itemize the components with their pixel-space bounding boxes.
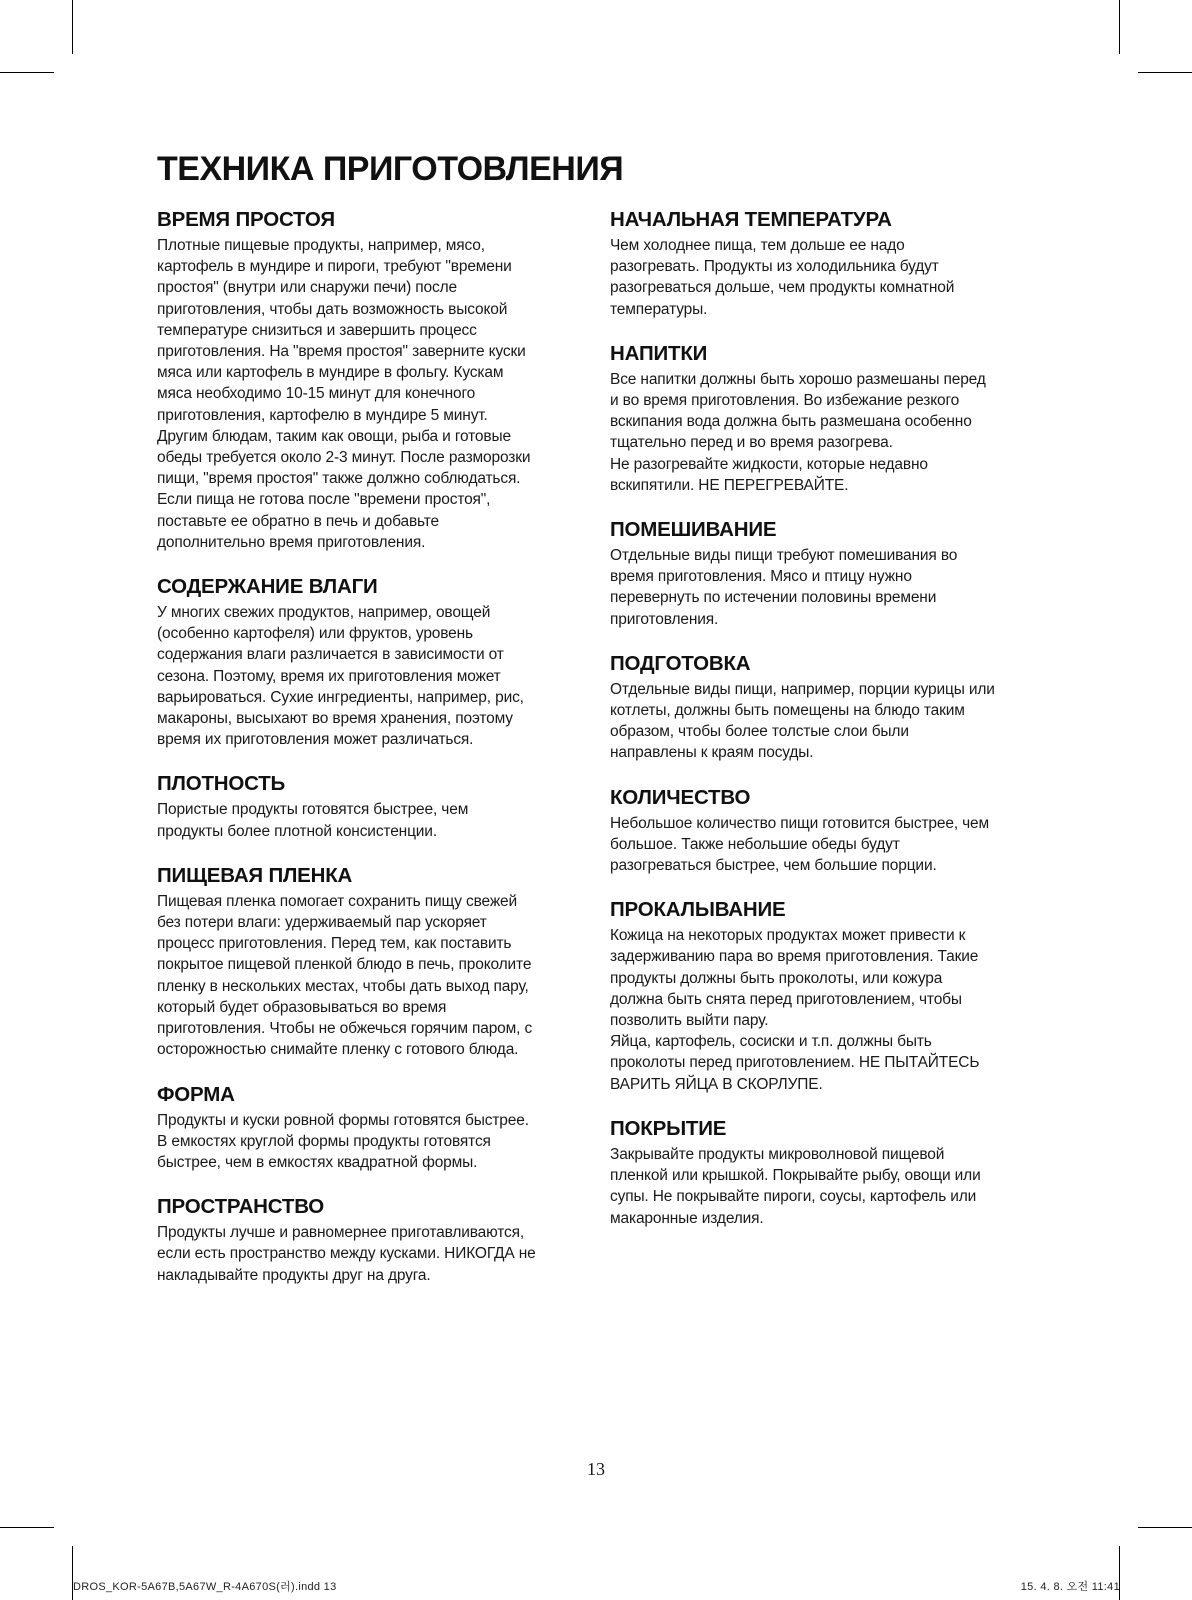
section-text: Продукты лучше и равномернее приготавливаются, если есть пространство между кусками. НИКОГДА не накладывайте продукты друг на друга. bbox=[157, 1224, 536, 1284]
section-heading: НАПИТКИ bbox=[610, 341, 708, 365]
section-covering bbox=[610, 1117, 1040, 1229]
section-text: Закрывайте продукты микроволновой пищевой пленкой или крышкой. Покрывайте рыбу, овощи или супы. Не покрывайте пироги, соусы, картофель или макаронные изделия. bbox=[610, 1145, 981, 1227]
section-heading: ПОМЕШИВАНИЕ bbox=[610, 518, 777, 542]
section-text: Пищевая пленка помогает сохранить пищу свежей без потери влаги: удерживаемый пар ускоряет процесс приготовления. Перед тем, как поставить покрытое пищевой пленкой блюдо в печь, проколите пленку в нескольких местах, чтобы дать выход пару, который будет образовываться во время приготовления. Чтобы не обжечься горячим паром, с осторожностью снимайте пленку с готового блюда. bbox=[157, 892, 533, 1059]
page-number: 13 bbox=[587, 1459, 605, 1479]
section-text: Продукты и куски ровной формы готовятся быстрее. В емкостях круглой формы продукты готовятся быстрее, чем в емкостях квадратной формы. bbox=[157, 1111, 529, 1171]
section-beverages bbox=[610, 342, 1040, 496]
section-quantity bbox=[610, 786, 1040, 877]
section-moisture bbox=[157, 575, 577, 750]
crop-mark bbox=[0, 72, 54, 73]
section-heading: ПРОКАЛЫВАНИЕ bbox=[610, 898, 786, 922]
section-text: Плотные пищевые продукты, например, мясо, картофель в мундире и пироги, требуют "времени простоя" (внутри или снаружи печи) после приготовления, чтобы дать возможность высокой температуре снизиться и завершить процесс приготовления. На "время простоя" заверните куски мяса или картофель в мундире в фольгу. Кускам мяса необходимо 10-15 минут для конечного приготовления, картофелю в мундире 5 минут. Другим блюдам, таким как овощи, рыба и готовые обеды требуется около 2-3 минут. После разморозки пищи, "время простоя" также должно соблюдаться. Если пища не готова после "времени простоя", поставьте ее обратно в печь и добавьте дополнительно время приготовления. bbox=[157, 237, 531, 551]
footer-file-label: DROS_KOR-5A67B,5A67W_R-4A670S(러).indd 13 bbox=[73, 1581, 337, 1593]
section-piercing bbox=[610, 898, 1040, 1095]
section-heading: ПИЩЕВАЯ ПЛЕНКА bbox=[157, 863, 353, 887]
right-column bbox=[610, 208, 1040, 1251]
section-heading: ПЛОТНОСТЬ bbox=[157, 772, 286, 796]
section-heading: ВРЕМЯ ПРОСТОЯ bbox=[157, 208, 335, 231]
section-text: Небольшое количество пищи готовится быстрее, чем большое. Также небольшие обеды будут разогреваться быстрее, чем большие порции. bbox=[610, 814, 990, 875]
section-food-wrap bbox=[157, 864, 577, 1061]
footer-date-label: 15. 4. 8. 오전 11:41 bbox=[1020, 1581, 1120, 1593]
section-heading: ПРОСТРАНСТВО bbox=[157, 1195, 325, 1219]
section-standing-time bbox=[157, 208, 577, 553]
section-heading: ПОДГОТОВКА bbox=[610, 651, 751, 675]
section-text: Пористые продукты готовятся быстрее, чем продукты более плотной консистенции. bbox=[157, 801, 469, 840]
section-density bbox=[157, 772, 577, 841]
crop-mark bbox=[1138, 72, 1192, 73]
section-text: Кожица на некоторых продуктах может привести к задерживанию пара во время приготовления. Такие продукты должны быть проколоты, или кожура должна быть снята перед приготовлением, чтобы позволить выйти пару. Яйца, картофель, сосиски и т.п. должны быть проколоты перед приготовлением. НЕ ПЫТАЙТЕСЬ ВАРИТЬ ЯЙЦА В СКОРЛУПЕ. bbox=[610, 927, 980, 1093]
section-text: У многих свежих продуктов, например, овощей (особенно картофеля) или фруктов, уровень содержания влаги различается в зависимости от сезона. Поэтому, время их приготовления может варьироваться. Сухие ингредиенты, например, рис, макароны, высыхают во время хранения, поэтому время их приготовления может различаться. bbox=[157, 604, 524, 749]
section-text: Отдельные виды пищи, например, порции курицы или котлеты, должны быть помещены на блюдо таким образом, чтобы более толстые слои были направлены к краям посуды. bbox=[610, 680, 995, 762]
crop-mark bbox=[0, 1527, 54, 1528]
section-heading: СОДЕРЖАНИЕ ВЛАГИ bbox=[157, 575, 378, 599]
section-text: Чем холоднее пища, тем дольше ее надо разогревать. Продукты из холодильника будут разогреваться дольше, чем продукты комнатной температуры. bbox=[610, 237, 955, 318]
section-spacing bbox=[157, 1195, 577, 1286]
section-heading: НАЧАЛЬНАЯ ТЕМПЕРАТУРА bbox=[610, 208, 892, 231]
section-heading: ФОРМА bbox=[157, 1082, 235, 1106]
section-heading: КОЛИЧЕСТВО bbox=[610, 785, 751, 809]
section-initial-temperature bbox=[610, 208, 1040, 320]
section-arrangement bbox=[610, 652, 1040, 764]
section-text: Все напитки должны быть хорошо размешаны перед и во время приготовления. Во избежание резкого вскипания вода должна быть размешана особенно тщательно перед и во время разогрева. Не разогревайте жидкости, которые недавно вскипятили. НЕ ПЕРЕГРЕВАЙТЕ. bbox=[610, 370, 986, 494]
section-text: Отдельные виды пищи требуют помешивания во время приготовления. Мясо и птицу нужно перевернуть по истечении половины времени приготовления. bbox=[610, 547, 958, 628]
crop-mark bbox=[72, 0, 73, 54]
section-heading: ПОКРЫТИЕ bbox=[610, 1116, 727, 1140]
crop-mark bbox=[1119, 0, 1120, 54]
section-shape bbox=[157, 1083, 577, 1174]
section-stirring bbox=[610, 518, 1040, 630]
crop-mark bbox=[1138, 1527, 1192, 1528]
left-column bbox=[157, 208, 577, 1308]
page-title: ТЕХНИКА ПРИГОТОВЛЕНИЯ bbox=[157, 150, 624, 188]
